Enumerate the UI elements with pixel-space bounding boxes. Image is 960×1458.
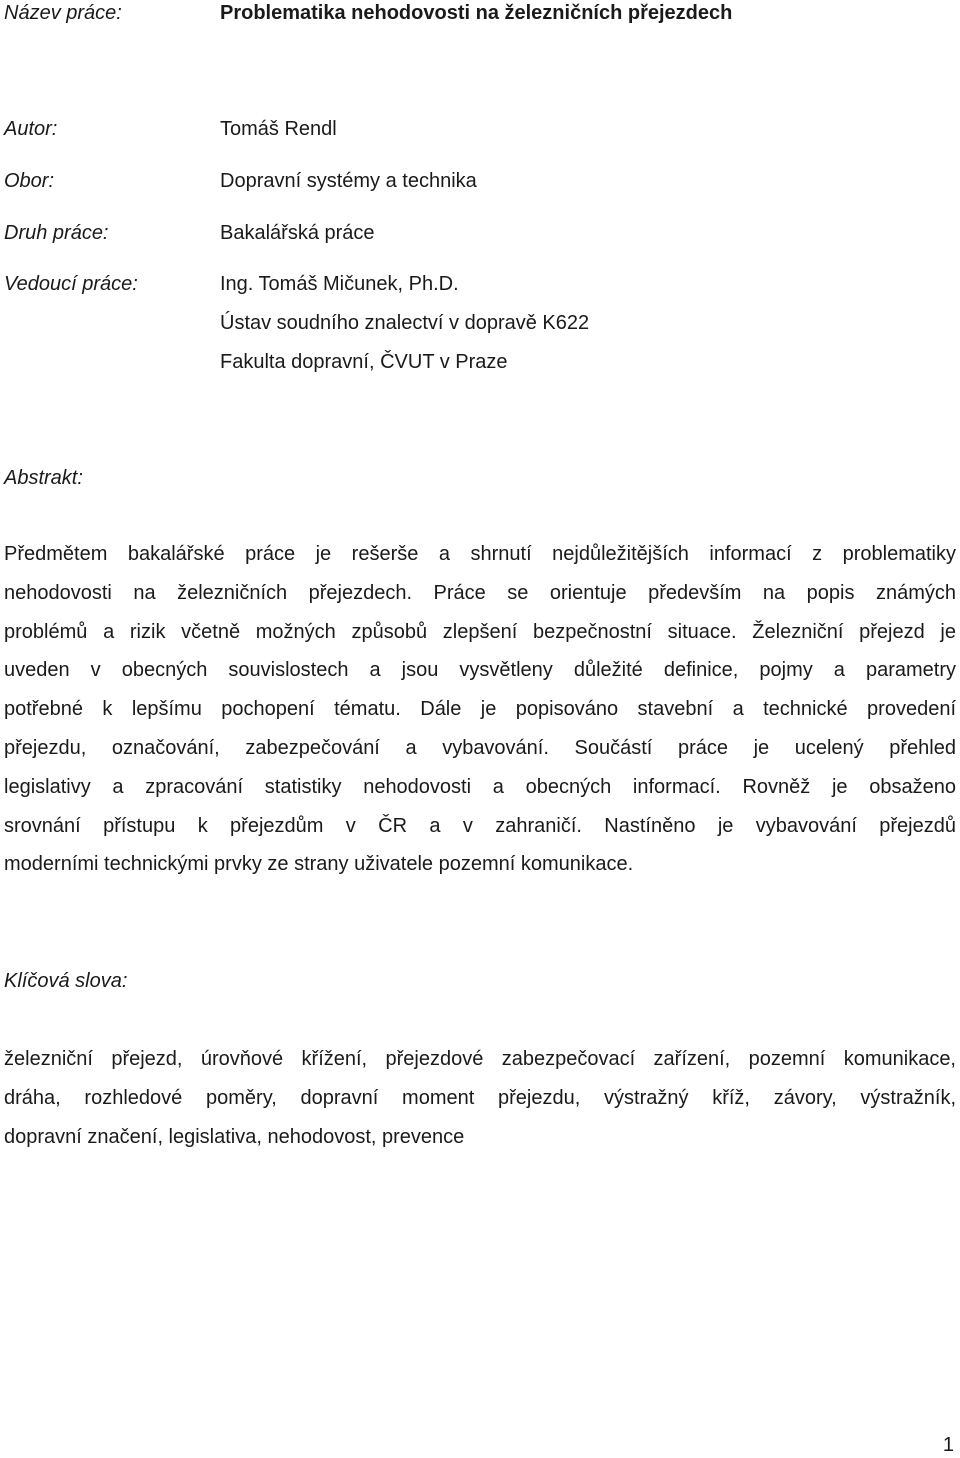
keywords-line: dráha, rozhledové poměry, dopravní moment přejezdu, výstražný kříž, závory, výstražník, [4,1086,956,1109]
field-value: Dopravní systémy a technika [220,170,477,192]
type-value: Bakalářská práce [220,222,375,244]
abstract-heading: Abstrakt: [4,467,83,489]
keywords-line: železniční přejezd, úrovňové křížení, přejezdové zabezpečovací zařízení, pozemní komunikace, [4,1048,956,1070]
abstract-line: legislativy a zpracování statistiky nehodovosti a obecných informací. Rovněž je obsaženo [4,775,956,798]
author-label: Autor: [4,118,58,140]
type-label: Druh práce: [4,222,109,244]
keywords-line: dopravní značení, legislativa, nehodovost, prevence [4,1125,465,1148]
supervisor-label: Vedoucí práce: [4,273,138,295]
abstract-line: potřebné k lepšímu pochopení tématu. Dále je popisováno stavební a technické provedení [4,698,956,721]
abstract-paragraph [4,535,956,884]
author-value: Tomáš Rendl [220,118,337,140]
keywords-paragraph [4,1040,956,1156]
supervisor-name: Ing. Tomáš Mičunek, Ph.D. [220,273,459,295]
abstract-line: moderními technickými prvky ze strany uživatele pozemní komunikace. [4,853,634,876]
supervisor-department: Ústav soudního znalectví v dopravě K622 [220,312,590,334]
keywords-heading: Klíčová slova: [4,970,128,992]
thesis-title: Problematika nehodovosti na železničních přejezdech [220,2,733,24]
abstract-line: problémů a rizik včetně možných způsobů zlepšení bezpečnostní situace. Železniční přejezd je [4,620,956,643]
page-number: 1 [942,1434,954,1456]
field-label: Obor: [4,170,55,192]
title-label: Název práce: [4,2,122,24]
abstract-line: srovnání přístupu k přejezdům v ČR a v zahraničí. Nastíněno je vybavování přejezdů [4,814,956,837]
abstract-line: nehodovosti na železničních přejezdech. Práce se orientuje především na popis známých [4,581,956,604]
abstract-line: uveden v obecných souvislostech a jsou vysvětleny důležité definice, pojmy a parametry [4,659,956,682]
abstract-line: Předmětem bakalářské práce je rešerše a shrnutí nejdůležitějších informací z problematiky [4,543,956,565]
abstract-line: přejezdu, označování, zabezpečování a vybavování. Součástí práce je ucelený přehled [4,736,956,759]
supervisor-faculty: Fakulta dopravní, ČVUT v Praze [220,351,508,373]
